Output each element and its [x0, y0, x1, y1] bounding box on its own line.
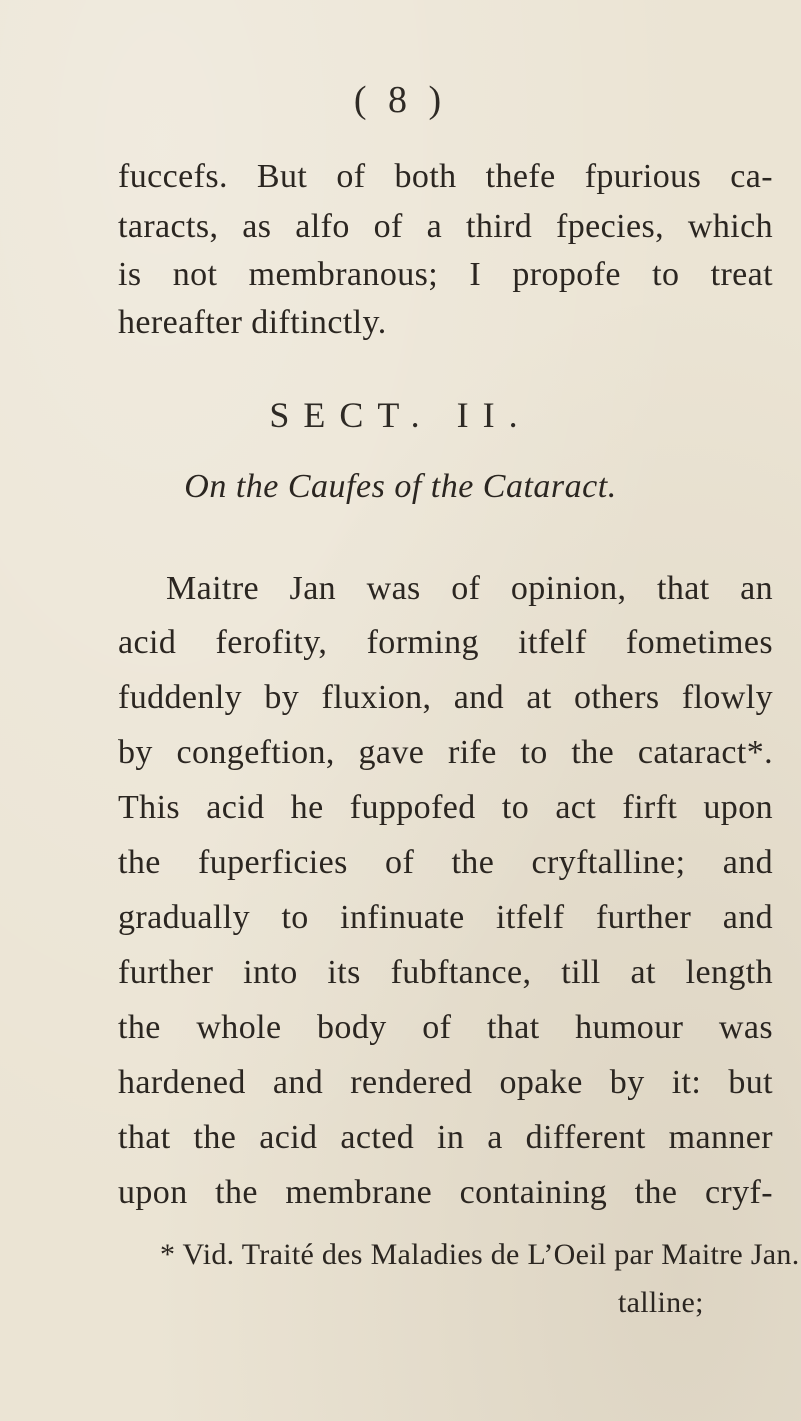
- text-line: fuddenly by fluxion, and at others flowly: [118, 679, 773, 716]
- text-line: fuccefs. But of both thefe fpurious ca-: [118, 158, 773, 195]
- text-line: the fuperficies of the cryftalline; and: [118, 844, 773, 881]
- text-line: gradually to infinuate itfelf further and: [118, 899, 773, 936]
- footnote: * Vid. Traité des Maladies de L’Oeil par Maitre Jan.: [160, 1238, 800, 1271]
- text-line-indented: Maitre Jan was of opinion, that an: [166, 570, 773, 607]
- catchword: talline;: [618, 1286, 704, 1319]
- text-line: that the acid acted in a different manner: [118, 1119, 773, 1156]
- text-line: This acid he fuppofed to act firft upon: [118, 789, 773, 826]
- text-line: hardened and rendered opake by it: but: [118, 1064, 773, 1101]
- text-line: hereafter diftinctly.: [118, 304, 387, 341]
- text-line: further into its fubftance, till at length: [118, 954, 773, 991]
- section-subtitle: On the Caufes of the Cataract.: [184, 468, 617, 505]
- text-line: by congeftion, gave rife to the cataract*.: [118, 734, 773, 771]
- section-heading: SECT. II.: [269, 395, 532, 435]
- text-line: upon the membrane containing the cryf-: [118, 1174, 773, 1211]
- text-line: the whole body of that humour was: [118, 1009, 773, 1046]
- text-line: is not membranous; I propofe to treat: [118, 256, 773, 293]
- text-line: taracts, as alfo of a third fpecies, which: [118, 208, 773, 245]
- page-number: ( 8 ): [353, 79, 448, 121]
- text-line: acid ferofity, forming itfelf fometimes: [118, 624, 773, 661]
